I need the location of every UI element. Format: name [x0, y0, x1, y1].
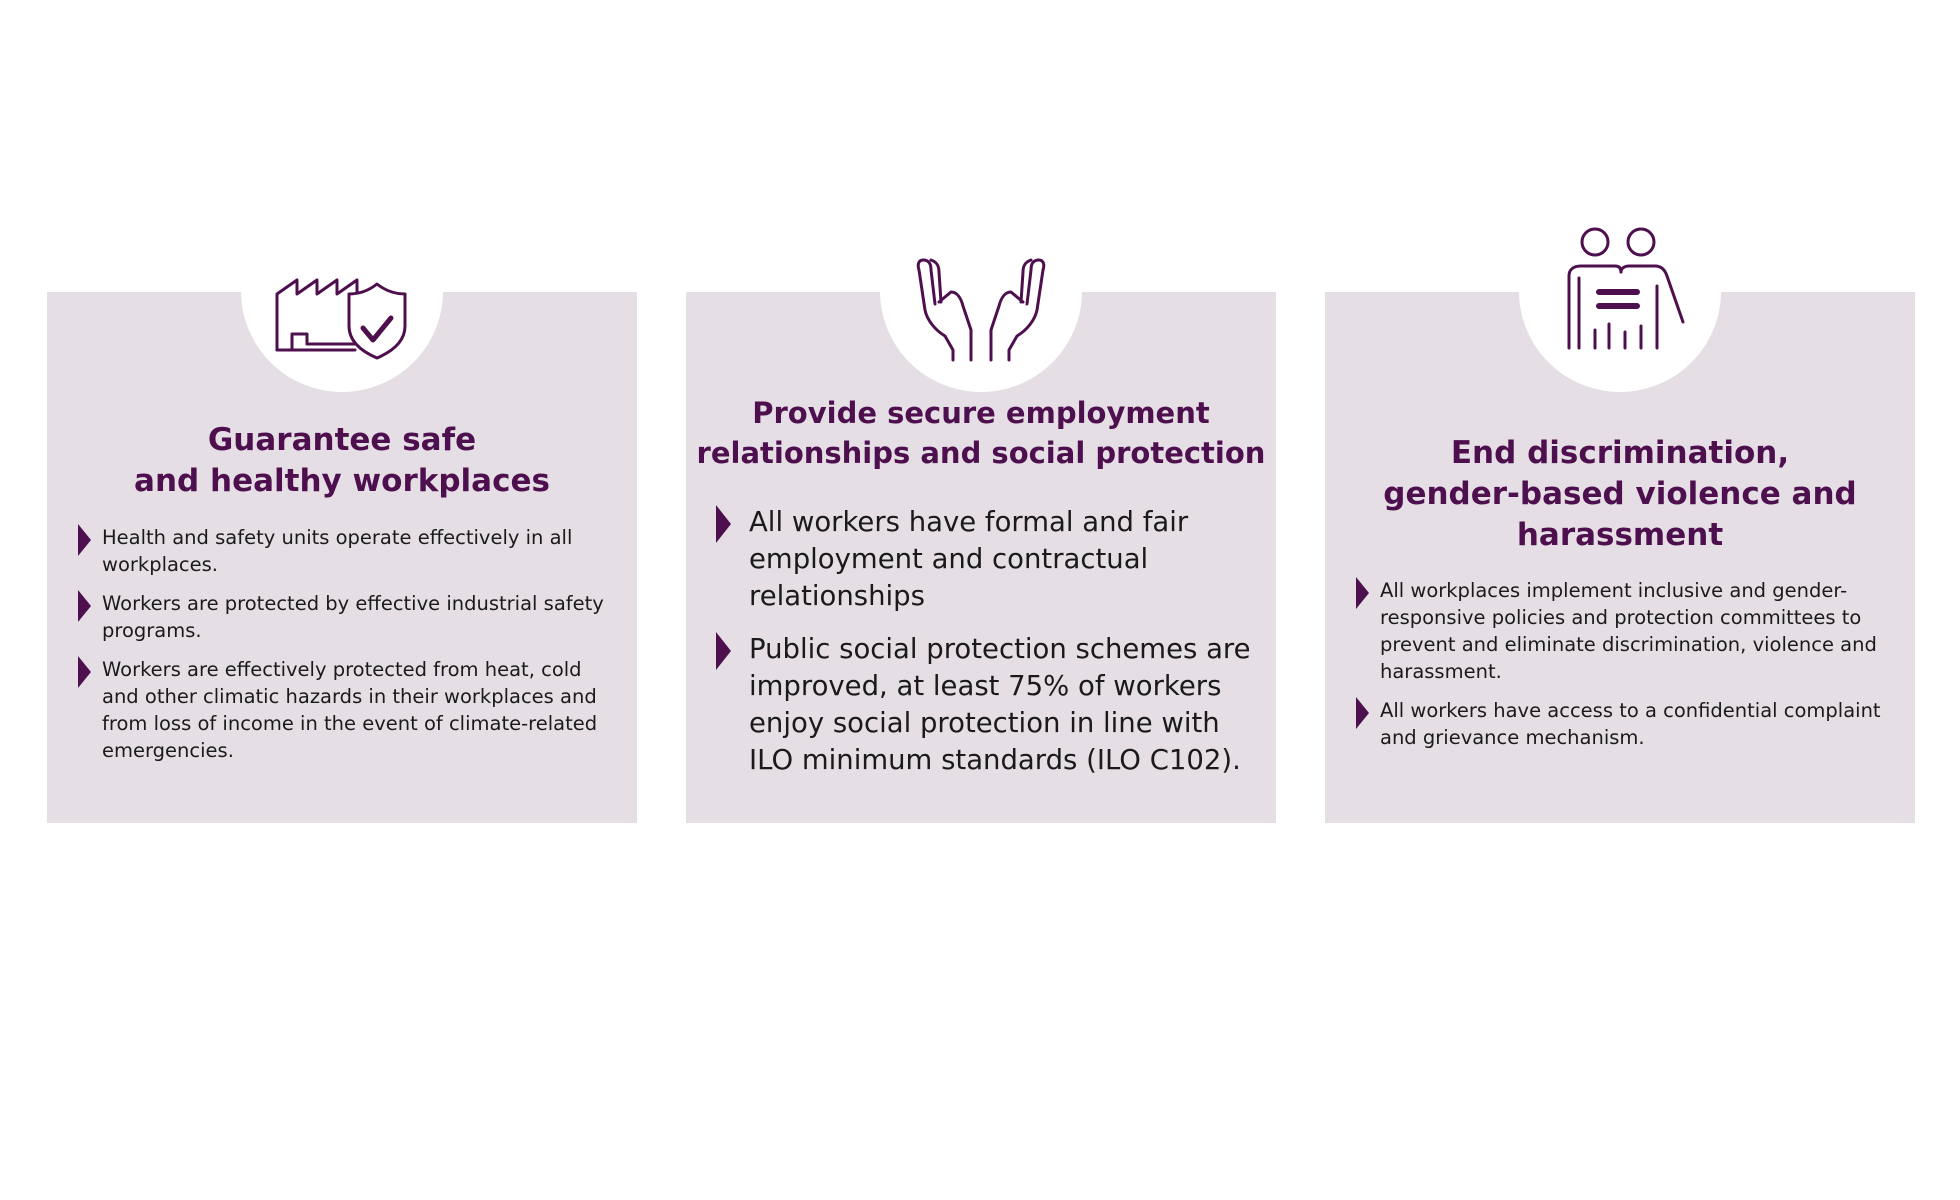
title-line: Guarantee safe — [207, 422, 477, 458]
title-line: Provide secure employment — [752, 396, 1210, 430]
list-item — [1325, 577, 1893, 685]
list-item — [686, 504, 1256, 615]
bullet-arrow-icon — [1356, 577, 1369, 609]
card-title — [1345, 433, 1895, 556]
bullet-arrow-icon — [78, 524, 91, 556]
open-hands-icon — [901, 252, 1061, 362]
title-line: End discrimination, — [1450, 435, 1790, 471]
card-end-discrimination — [1325, 292, 1915, 823]
bullet-arrow-icon — [716, 632, 731, 670]
title-line: harassment — [1516, 517, 1724, 553]
title-line: relationships and social protection — [696, 436, 1266, 470]
bullet-list — [1325, 577, 1893, 763]
bullet-text: All workplaces implement inclusive and gender-responsive policies and protection committees to prevent and eliminate discrimination, violence and harassment. — [1380, 579, 1877, 683]
card-secure-employment — [686, 292, 1276, 823]
bullet-arrow-icon — [716, 505, 731, 543]
list-item — [1325, 697, 1893, 751]
bullet-arrow-icon — [1356, 697, 1369, 729]
bullet-text: Health and safety units operate effectively in all workplaces. — [102, 526, 573, 576]
bullet-list — [686, 504, 1256, 795]
list-item — [686, 631, 1256, 779]
bullet-arrow-icon — [78, 656, 91, 688]
people-equality-icon — [1555, 226, 1685, 356]
bullet-text: Public social protection schemes are improved, at least 75% of workers enjoy social protection in line with ILO minimum standards (ILO C102). — [749, 633, 1251, 776]
bullet-text: Workers are protected by effective industrial safety programs. — [102, 592, 604, 642]
bullet-text: All workers have formal and fair employment and contractual relationships — [749, 506, 1189, 612]
card-safe-workplaces — [47, 292, 637, 823]
list-item — [47, 656, 615, 764]
bullet-text: Workers are effectively protected from heat, cold and other climatic hazards in their workplaces and from loss of income in the event of climate-related emergencies. — [102, 658, 598, 762]
list-item — [47, 590, 615, 644]
title-line: and healthy workplaces — [134, 463, 550, 499]
bullet-text: All workers have access to a confidential complaint and grievance mechanism. — [1380, 699, 1881, 749]
bullet-list — [47, 524, 615, 776]
bullet-arrow-icon — [78, 590, 91, 622]
card-title — [67, 420, 617, 502]
list-item — [47, 524, 615, 578]
title-line: gender-based violence and — [1383, 476, 1857, 512]
card-title — [696, 393, 1266, 473]
factory-shield-icon — [267, 252, 417, 362]
